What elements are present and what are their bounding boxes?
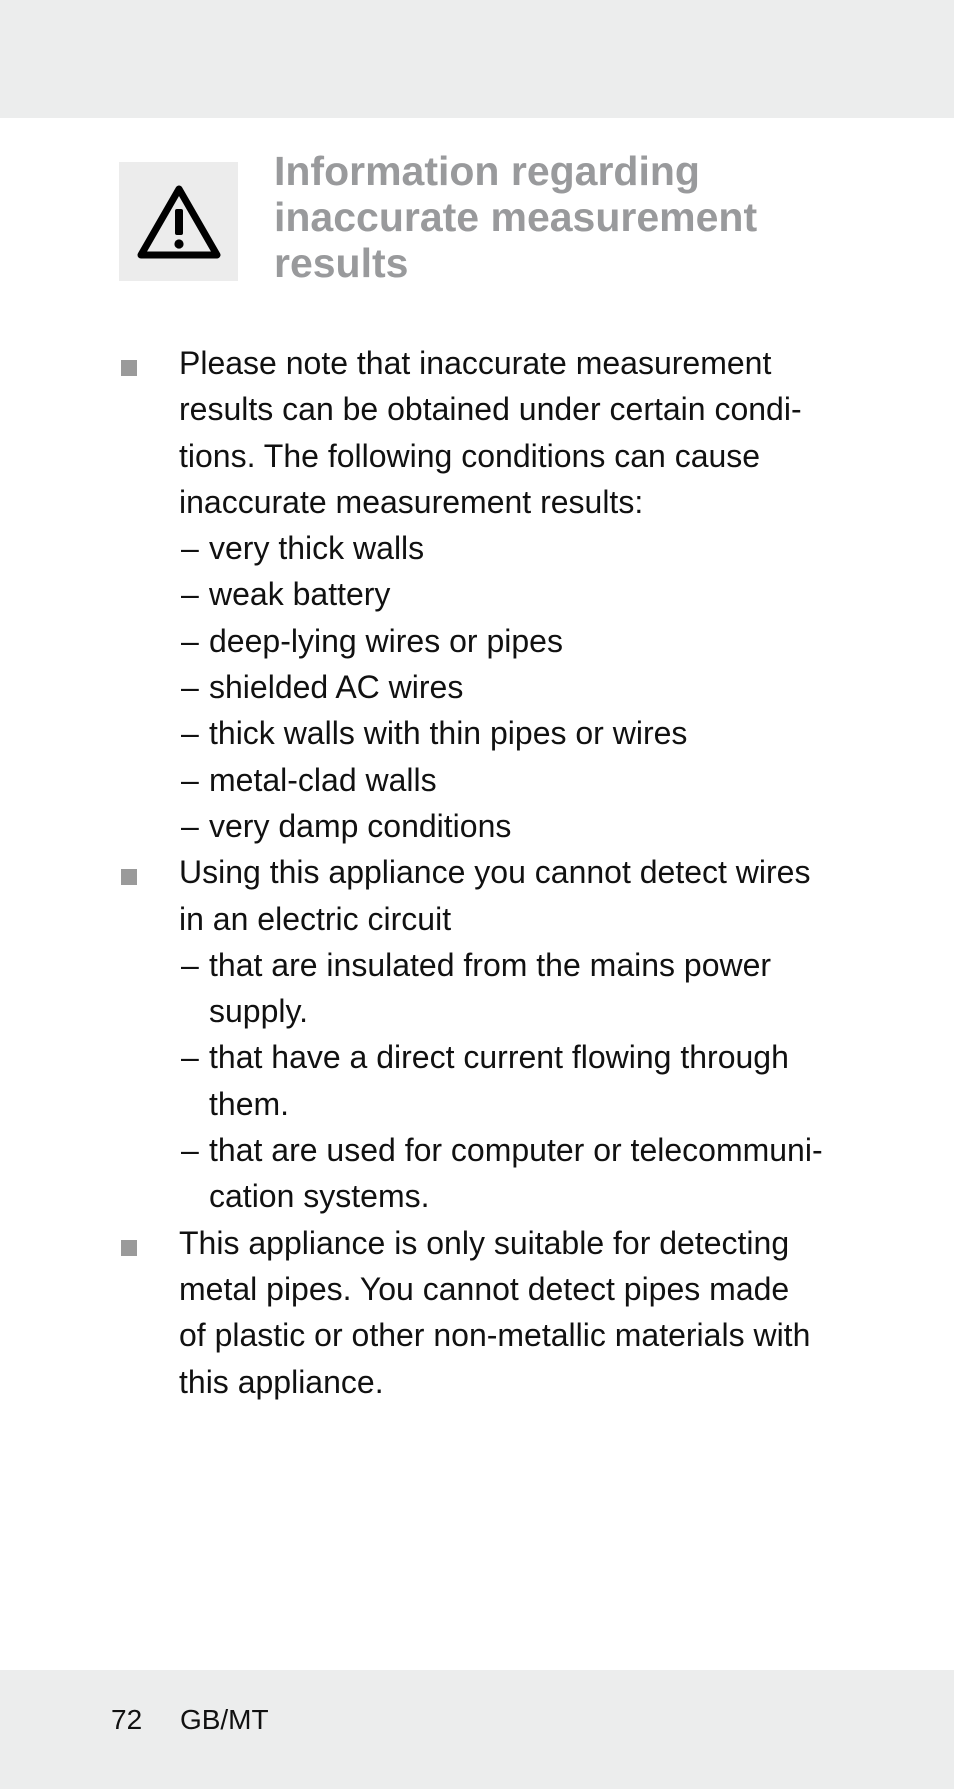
text-line: tions. The following conditions can cause: [179, 437, 761, 474]
list-item: [179, 1034, 839, 1127]
square-bullet-icon: [121, 869, 137, 885]
list-item: – thick walls with thin pipes or wires: [179, 710, 839, 756]
list-item: [179, 942, 839, 1035]
text-line: results can be obtained under certain condi-: [179, 391, 802, 428]
wires-list: [179, 942, 839, 1220]
text-line: Please note that inaccurate measurement: [179, 345, 772, 381]
text-line: inaccurate measurement results:: [179, 483, 644, 520]
list-item: – deep-lying wires or pipes: [179, 618, 839, 664]
bullet-paragraph: [179, 849, 839, 942]
text-line: of plastic or other non-metallic materials with: [179, 1317, 811, 1354]
list-item: – weak battery: [179, 571, 839, 617]
list-item: – very damp conditions: [179, 803, 839, 849]
bullet-paragraph: [179, 340, 839, 525]
page-footer: [111, 1700, 269, 1740]
warning-triangle-icon: [135, 183, 223, 261]
list-item: – shielded AC wires: [179, 664, 839, 710]
header-band: [0, 0, 954, 118]
square-bullet-icon: [121, 360, 137, 376]
text-line: that have a direct current flowing through: [209, 1039, 789, 1076]
text-line: in an electric circuit: [179, 900, 452, 937]
section-heading: [274, 148, 894, 286]
list-item: – very thick walls: [179, 525, 839, 571]
text-line: supply.: [209, 993, 309, 1030]
text-line: Using this appliance you cannot detect wires: [179, 854, 811, 891]
page-number: 72: [111, 1704, 143, 1735]
locale-code: GB/MT: [179, 1704, 269, 1735]
list-item: [179, 1127, 839, 1220]
text-line: cation systems.: [209, 1178, 430, 1215]
text-line: this appliance.: [179, 1363, 384, 1400]
bullet-item-conditions: [119, 340, 839, 849]
text-line: that are insulated from the mains power: [209, 946, 772, 983]
list-item: – metal-clad walls: [179, 757, 839, 803]
instructions-content: [119, 340, 839, 1405]
text-line: metal pipes. You cannot detect pipes made: [179, 1270, 790, 1307]
text-line: that are used for computer or telecommuni-: [209, 1132, 823, 1169]
heading-line: results: [274, 240, 409, 286]
conditions-list: [179, 525, 839, 849]
square-bullet-icon: [121, 1240, 137, 1256]
bullet-item-metal-pipes: [119, 1220, 839, 1405]
text-line: them.: [209, 1085, 290, 1122]
text-line: This appliance is only suitable for detecting: [179, 1224, 790, 1261]
bullet-paragraph: [179, 1220, 839, 1405]
heading-line: Information regarding: [274, 148, 700, 194]
bullet-item-undetectable-wires: [119, 849, 839, 1219]
warning-icon-box: [119, 162, 238, 281]
heading-line: inaccurate measurement: [274, 194, 758, 240]
